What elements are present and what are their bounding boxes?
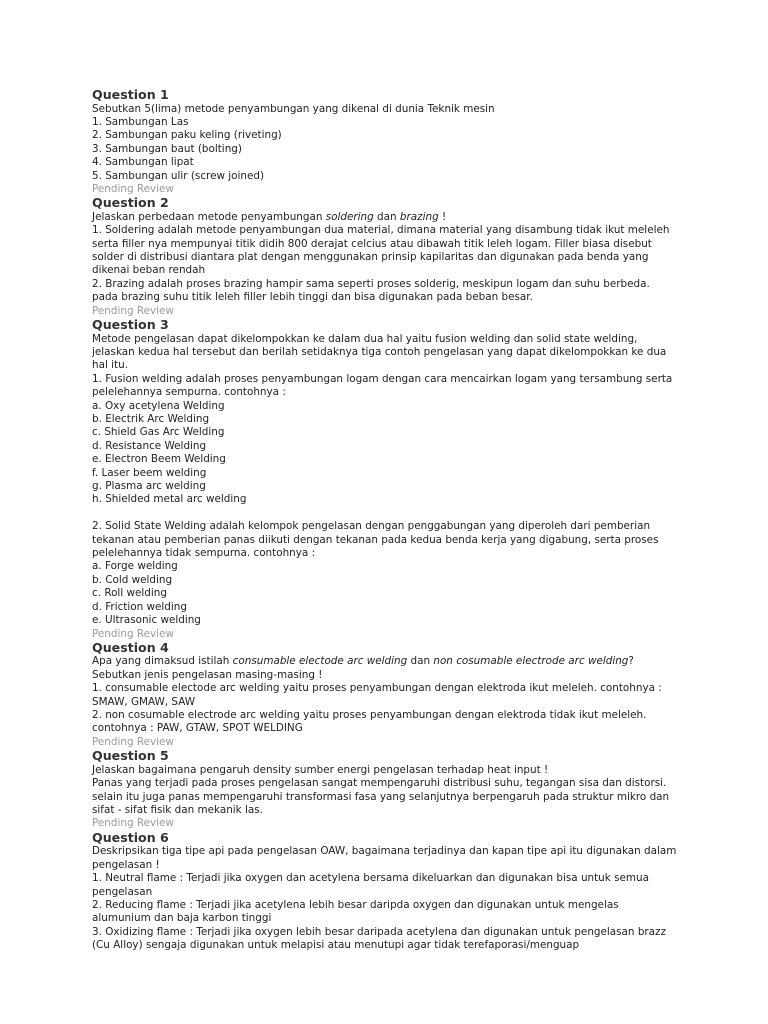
answer-paragraph: 2. Solid State Welding adalah kelompok pengelasan dengan penggabungan yang diperoleh dari pemberian tekanan atau pemberian panas diikuti dengan tekanan pada kedua benda kerja yang digabung, serta proses pelelehannya tidak sempurna. contohnya : [92, 520, 659, 560]
question-1-title: Question 1 [92, 87, 169, 102]
answer-paragraph: 1. consumable electode arc welding yaitu proses penyambungan dengan elektroda ikut meleleh. contohnya : SMAW, GMAW, SAW [92, 682, 662, 708]
question-6-prompt: Deskripsikan tiga tipe api pada pengelasan OAW, bagaimana terjadinya dan kapan tipe api itu digunakan dalam pengelasan ! [92, 845, 677, 871]
answer-line: b. Cold welding [92, 573, 173, 586]
pending-review-status: Pending Review [92, 304, 174, 317]
blank-line [92, 507, 677, 520]
question-3-title: Question 3 [92, 317, 169, 333]
answer-line: h. Shielded metal arc welding [92, 493, 247, 506]
prompt-text: Apa yang dimaksud istilah [92, 655, 233, 668]
answer-paragraph: 2. Reducing flame : Terjadi jika acetylena lebih besar daripda oxygen dan digunakan untuk mengelas alumunium dan baja karbon tinggi [92, 898, 619, 925]
question-3-prompt: Metode pengelasan dapat dikelompokkan ke dalam dua hal yaitu fusion welding dan solid state welding, jelaskan kedua hal tersebut dan berilah setidaknya tiga contoh pengelasan yang dapat dikelompokkan ke dua hal itu. [92, 332, 667, 372]
prompt-text: dan [407, 655, 434, 668]
answer-line: 1. Sambungan Las [92, 115, 189, 128]
answer-line: d. Friction welding [92, 600, 187, 613]
answer-paragraph: Panas yang terjadi pada proses pengelasan sangat mempengaruhi distribusi suhu, tegangan sisa dan distorsi. selain itu juga panas mempengaruhi transformasi fasa yang selanjutnya berpengaruh pada struktur mikro dan sifat - sifat fisik dan mekanik las. [92, 777, 670, 816]
answer-line: 3. Sambungan baut (bolting) [92, 142, 242, 155]
answer-paragraph: 1. Neutral flame : Terjadi jika oxygen dan acetylena bersama dikeluarkan dan digunakan bisa untuk semua pengelasan [92, 872, 649, 898]
answer-line: 2. Sambungan paku keling (riveting) [92, 129, 282, 142]
question-2-title: Question 2 [92, 195, 169, 211]
answer-line: b. Electrik Arc Welding [92, 413, 210, 426]
pending-review-status: Pending Review [92, 817, 174, 830]
prompt-term: soldering [325, 210, 374, 223]
prompt-text: dan [373, 210, 400, 223]
prompt-text: ! [438, 210, 447, 223]
answer-line: a. Oxy acetylena Welding [92, 399, 225, 412]
prompt-term: non cosumable electrode arc welding [433, 655, 629, 668]
answer-line: e. Ultrasonic welding [92, 614, 201, 627]
question-5-prompt: Jelaskan bagaimana pengaruh density sumber energi pengelasan terhadap heat input ! [92, 763, 549, 776]
answer-line: e. Electron Beem Welding [92, 453, 226, 466]
answer-line: 5. Sambungan ulir (screw joined) [92, 169, 265, 182]
answer-line: d. Resistance Welding [92, 439, 207, 452]
prompt-text: Jelaskan perbedaan metode penyambungan [92, 210, 326, 223]
answer-line: f. Laser beem welding [92, 466, 207, 479]
question-6-title: Question 6 [92, 829, 169, 845]
answer-paragraph: 1. Soldering adalah metode penyambungan dua material, dimana material yang disambung tidak ikut meleleh serta filler nya mempunyai titik didih 800 derajat celcius atau dibawah titik leleh logam. Filler biasa disebut solder di distribusi diantara plat dengan menggunakan prinsip kapilaritas dan digunakan pada benda yang dikenai beban rendah [92, 224, 670, 277]
answer-line: c. Roll welding [92, 587, 167, 600]
prompt-text: ? Sebutkan jenis pengelasan masing-masing ! [92, 655, 634, 681]
answer-line: 4. Sambungan lipat [92, 156, 194, 169]
pending-review-status: Pending Review [92, 182, 174, 195]
question-5-title: Question 5 [92, 748, 169, 764]
answer-line: c. Shield Gas Arc Welding [92, 426, 225, 439]
document-page [92, 88, 677, 953]
answer-paragraph: 2. Brazing adalah proses brazing hampir sama seperti proses solderig, meskipun logam dan suhu berbeda. pada brazing suhu titik leleh filler lebih tinggi dan bisa digunakan pada beban besar. [92, 277, 650, 304]
question-4-title: Question 4 [92, 639, 169, 655]
question-2-prompt [92, 211, 677, 224]
pending-review-status: Pending Review [92, 735, 174, 748]
pending-review-status: Pending Review [92, 627, 174, 640]
prompt-term: consumable electode arc welding [232, 655, 408, 668]
answer-line: g. Plasma arc welding [92, 480, 206, 493]
answer-paragraph: 3. Oxidizing flame : Terjadi jika oxygen lebih besar daripada acetylena dan digunakan untuk pengelasan brazz (Cu Alloy) sengaja digunakan untuk melapisi atau menutupi agar tidak terefaporasi/menguap [92, 925, 666, 952]
prompt-term: brazing [399, 210, 439, 223]
answer-paragraph: 1. Fusion welding adalah proses penyambungan logam dengan cara mencairkan logam yang tersambung serta pelelehannya sempurna. contohnya : [92, 372, 673, 399]
question-1-prompt: Sebutkan 5(lima) metode penyambungan yang dikenal di dunia Teknik mesin [92, 102, 495, 115]
answer-line: a. Forge welding [92, 560, 178, 573]
answer-paragraph: 2. non cosumable electrode arc welding yaitu proses penyambungan dengan elektroda tidak ikut meleleh. contohnya : PAW, GTAW, SPOT WELDING [92, 709, 647, 735]
question-4-prompt [92, 655, 677, 682]
